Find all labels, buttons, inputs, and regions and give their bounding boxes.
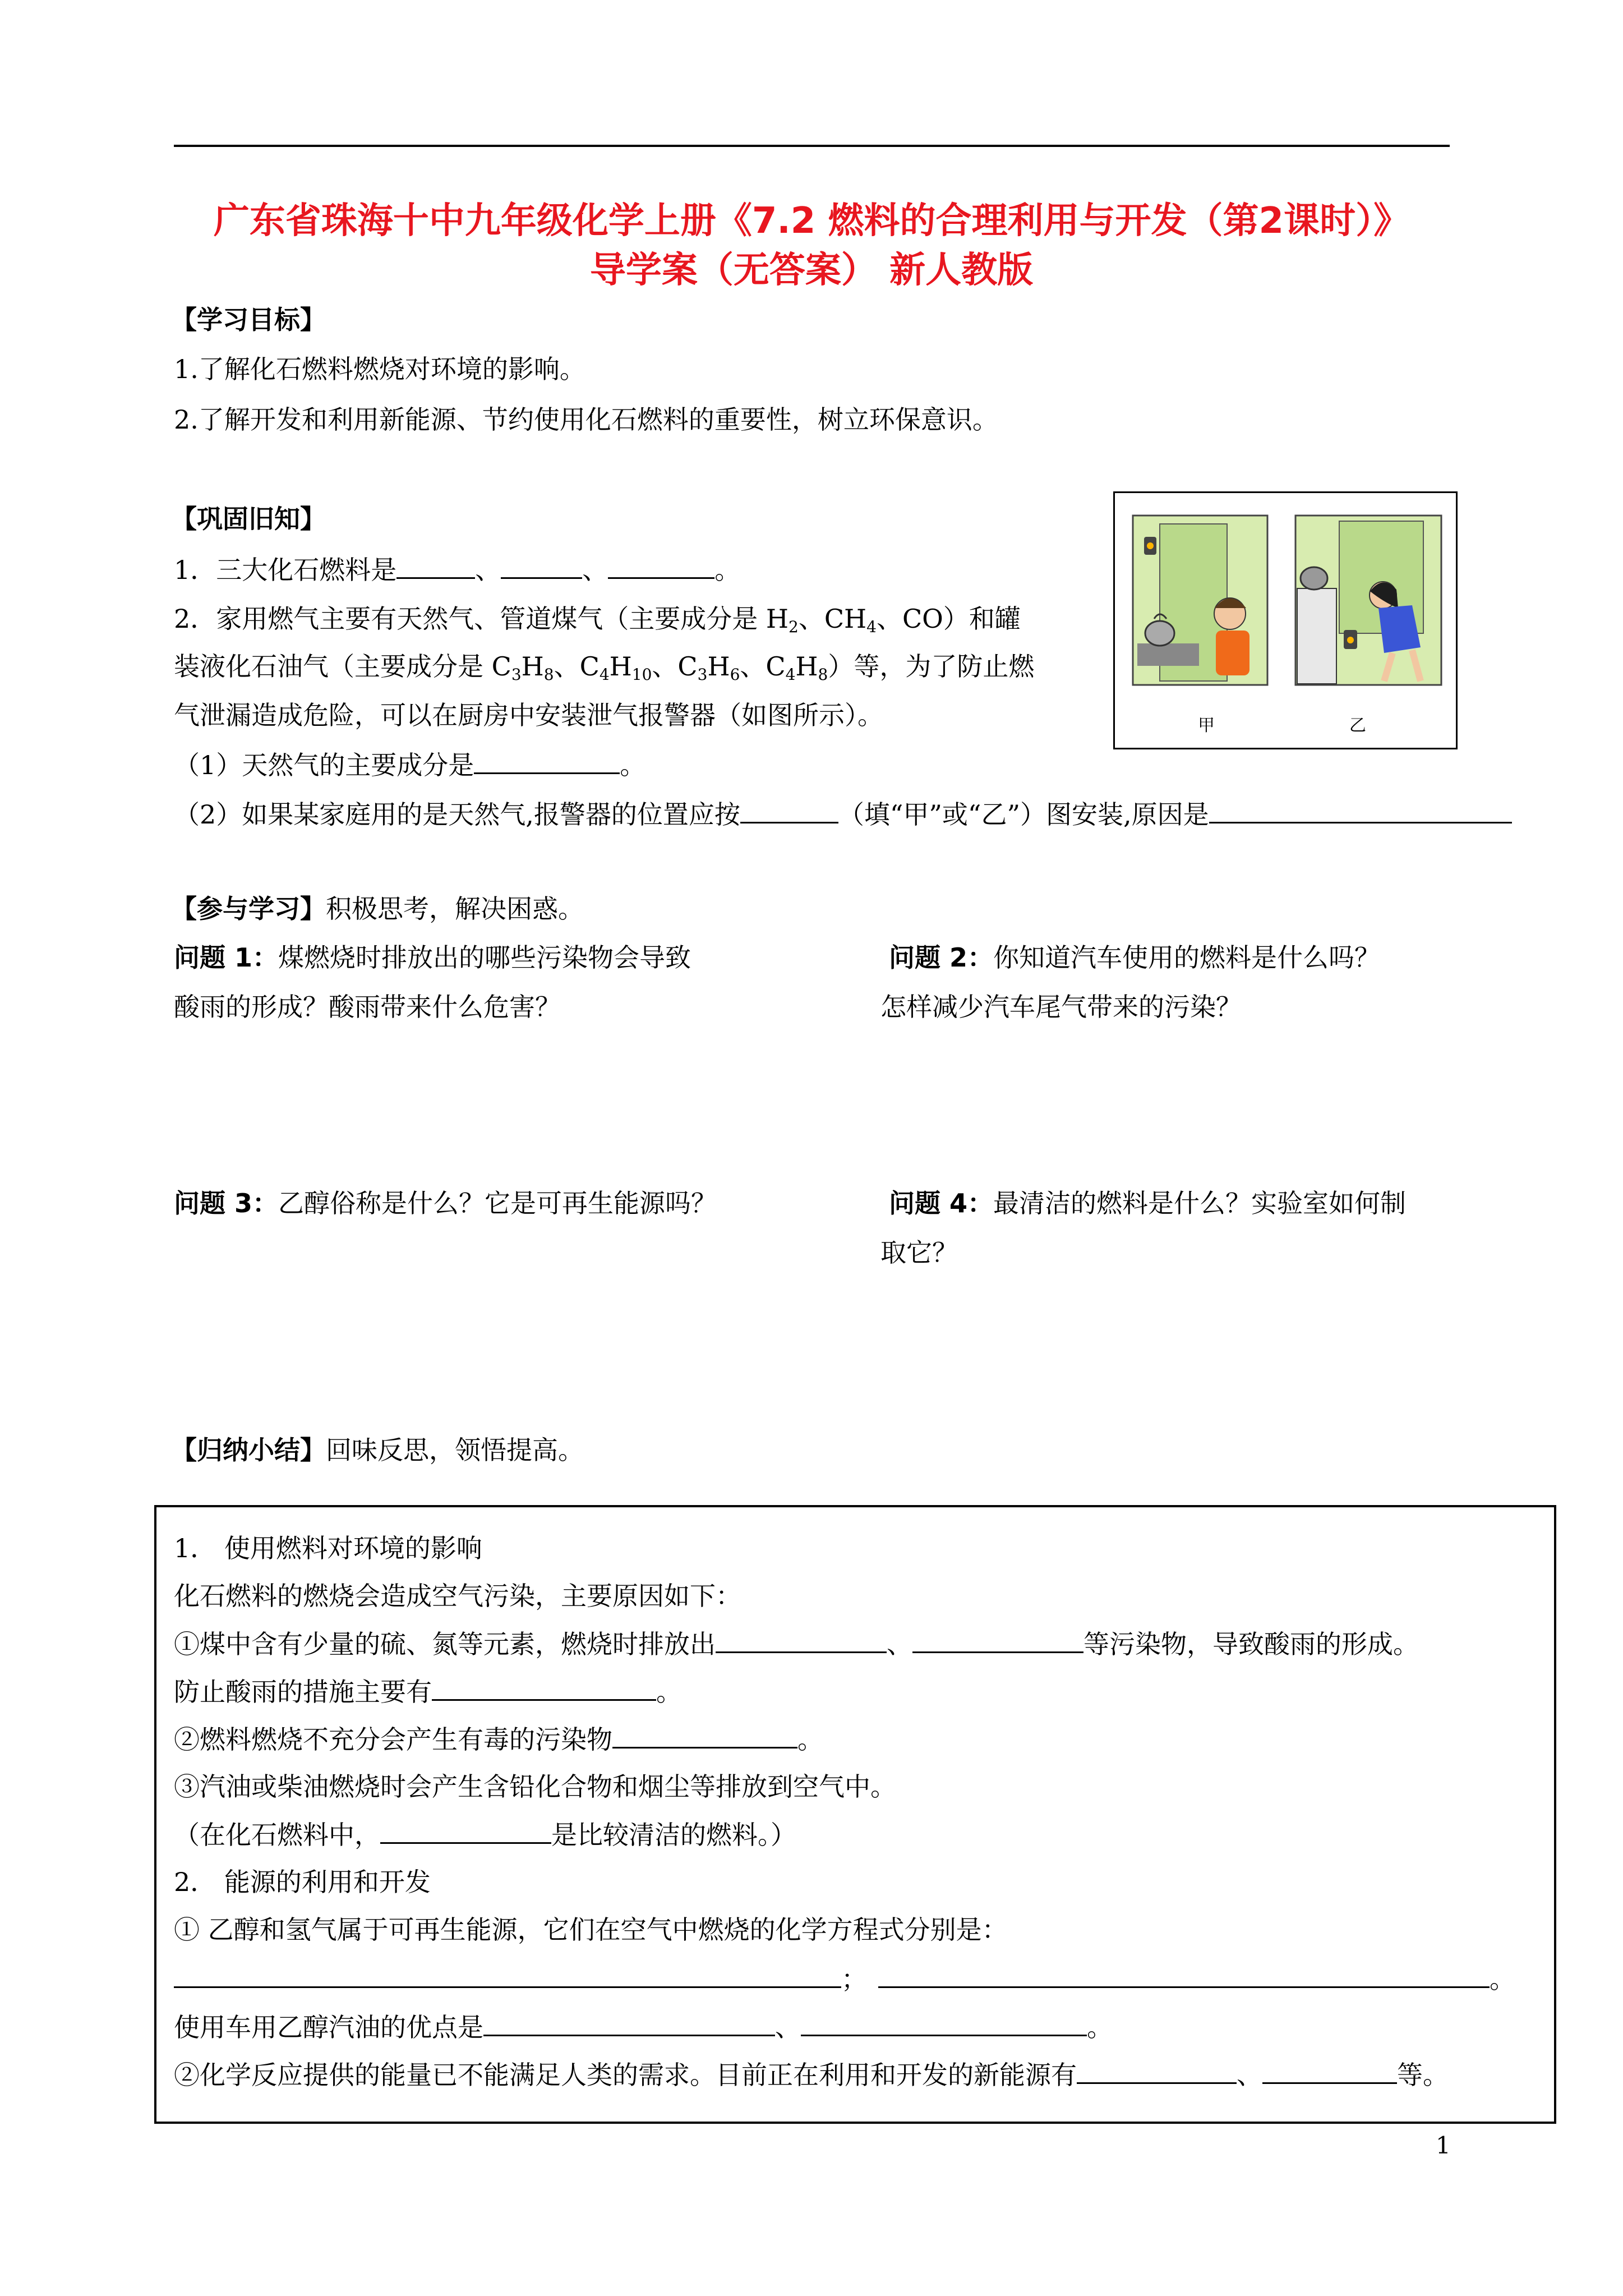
summary-point-4: （在化石燃料中， 是比较清洁的燃料。） [174, 1818, 796, 1852]
question-4-line2: 取它？ [880, 1237, 958, 1268]
question-2-line2: 怎样减少汽车尾气带来的污染？ [880, 992, 1242, 1022]
gas-alarm-figure [1113, 491, 1458, 749]
blank-pollutant-1[interactable] [716, 1627, 887, 1653]
figure-label-jia: 甲 [1198, 716, 1215, 735]
figure-label-yi: 乙 [1349, 716, 1366, 735]
blank-new-energy-2[interactable] [1262, 2058, 1397, 2084]
title-line-2: 导学案（无答案） 新人教版 [589, 250, 1034, 291]
summary-point-3: ③汽油或柴油燃烧时会产生含铅化合物和烟尘等排放到空气中。 [174, 1772, 896, 1802]
summary-s1-title: 1． 使用燃料对环境的影响 [174, 1533, 482, 1563]
kitchen-scenes-illustration [1115, 493, 1456, 748]
blank-advantage-2[interactable] [801, 2010, 1087, 2036]
page-number: 1 [1436, 2132, 1451, 2159]
top-rule [174, 145, 1450, 147]
blank-new-energy-1[interactable] [1077, 2058, 1237, 2084]
question-1-line1: 问题 1：煤燃烧时排放出的哪些污染物会导致 [174, 942, 691, 973]
blank-equation-ethanol[interactable] [174, 1962, 841, 1988]
goal-item-1: 1.了解化石燃料燃烧对环境的影响。 [174, 354, 585, 384]
goals-heading: 【学习目标】 [171, 305, 326, 335]
blank-advantage-1[interactable] [483, 2010, 775, 2036]
blank-fuel-3[interactable] [608, 553, 714, 579]
blank-position[interactable] [740, 797, 838, 823]
review-q2-line2: 装液化石油气（主要成分是 $C_3H_8$、$C_4H_{10}$、$C_3H_6$、$C_4H_8$）等，为了防止燃 [174, 651, 1035, 684]
summary-equations: ； 。 [174, 1962, 1515, 1996]
blank-equation-hydrogen[interactable] [878, 1962, 1490, 1988]
review-q2-line3: 气泄漏造成危险，可以在厨房中安装泄气报警器（如图所示）。 [174, 700, 883, 730]
participate-heading: 【参与学习】积极思考，解决困惑。 [171, 894, 584, 924]
review-q2-line1: 2．家用燃气主要有天然气、管道煤气（主要成分是 $H_2$、$CH_4$、CO）和罐 [174, 604, 1021, 636]
goal-item-2: 2.了解开发和利用新能源、节约使用化石燃料的重要性，树立环保意识。 [174, 404, 998, 435]
question-1-line2: 酸雨的形成？酸雨带来什么危害？ [174, 992, 561, 1022]
summary-advantages: 使用车用乙醇汽油的优点是 、 。 [174, 2010, 1113, 2044]
summary-point-2: ②燃料燃烧不充分会产生有毒的污染物 。 [174, 1722, 823, 1756]
blank-toxic-pollutant[interactable] [612, 1722, 797, 1749]
blank-natural-gas[interactable] [474, 748, 620, 774]
question-2-line1: 问题 2：你知道汽车使用的燃料是什么吗？ [889, 942, 1381, 973]
question-3-line1: 问题 3：乙醇俗称是什么？它是可再生能源吗？ [174, 1188, 717, 1218]
review-sub2: （2）如果某家庭用的是天然气,报警器的位置应按 （填“甲”或“乙”）图安装,原因是 [174, 797, 1512, 831]
review-sub1: （1）天然气的主要成分是 。 [174, 748, 645, 782]
blank-pollutant-2[interactable] [912, 1627, 1083, 1653]
title-line-1: 广东省珠海十中九年级化学上册《7.2 燃料的合理利用与开发（第2课时）》 [213, 200, 1410, 242]
summary-heading: 【归纳小结】回味反思，领悟提高。 [171, 1435, 584, 1465]
summary-point-1: ①煤中含有少量的硫、氮等元素，燃烧时排放出 、 等污染物，导致酸雨的形成。 [174, 1627, 1419, 1661]
review-heading: 【巩固旧知】 [171, 504, 326, 534]
blank-clean-fuel[interactable] [380, 1818, 551, 1844]
summary-acid-rain-measure: 防止酸雨的措施主要有 。 [174, 1674, 682, 1709]
summary-new-energy: ②化学反应提供的能量已不能满足人类的需求。目前正在利用和开发的新能源有 、 等。 [174, 2058, 1449, 2092]
review-q1: 1．三大化石燃料是 、 、 。 [174, 553, 740, 587]
blank-measure[interactable] [432, 1674, 656, 1701]
summary-s2-q1: ① 乙醇和氢气属于可再生能源，它们在空气中燃烧的化学方程式分别是： [174, 1915, 1008, 1945]
question-4-line1: 问题 4：最清洁的燃料是什么？实验室如何制 [889, 1188, 1407, 1218]
summary-s1-intro: 化石燃料的燃烧会造成空气污染，主要原因如下： [174, 1581, 741, 1611]
blank-fuel-1[interactable] [396, 553, 475, 579]
summary-s2-title: 2． 能源的利用和开发 [174, 1867, 431, 1897]
blank-reason[interactable] [1209, 797, 1512, 823]
blank-fuel-2[interactable] [501, 553, 582, 579]
